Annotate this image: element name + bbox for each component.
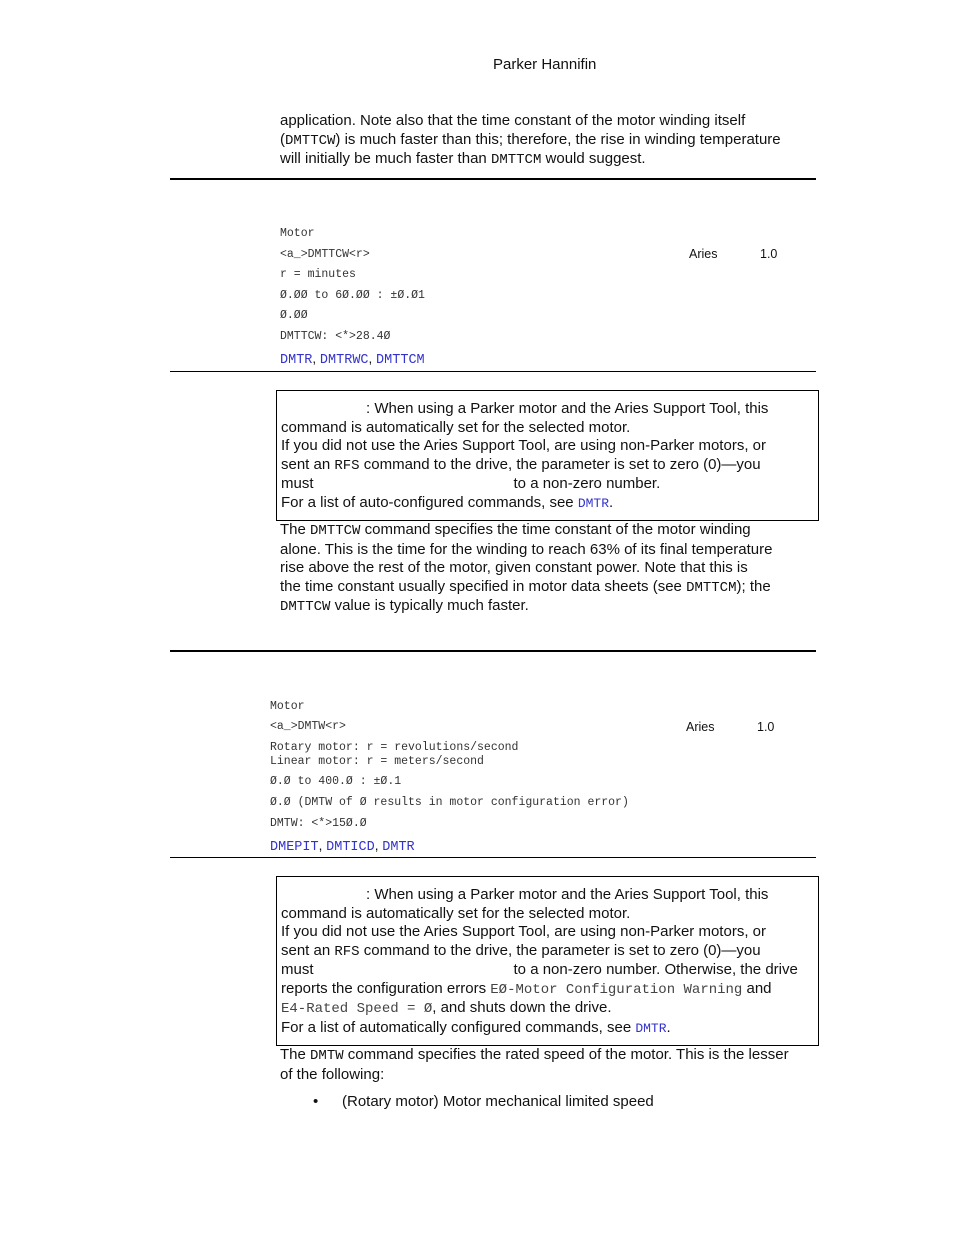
see-also-link[interactable]: DMTTCM — [376, 353, 425, 368]
description-paragraph — [280, 521, 820, 617]
section-divider — [170, 650, 816, 652]
dmtr-link[interactable]: DMTR — [635, 1020, 667, 1036]
intro-line: application. Note also that the time constant of the motor winding itself — [280, 112, 746, 129]
command-default: Ø.Ø (DMTW of Ø results in motor configuration error) — [270, 796, 629, 809]
intro-paragraph — [280, 112, 820, 170]
note-line: command is automatically set for the selected motor. — [281, 904, 631, 922]
note-box — [276, 876, 819, 1046]
command-response: DMTTCW: <*>28.4Ø — [280, 330, 391, 343]
command-units: Rotary motor: r = revolutions/second — [270, 741, 519, 754]
description-line: alone. This is the time for the winding to reach 63% of its final temperature — [280, 540, 773, 558]
section-divider — [170, 178, 816, 180]
revision-number: 1.0 — [760, 247, 778, 261]
list-item — [313, 1093, 654, 1112]
command-syntax: <a_>DMTTCW<r> — [280, 248, 370, 261]
note-line: If you did not use the Aries Support Tool, are using non-Parker motors, or — [281, 923, 766, 940]
command-type: Motor — [280, 227, 315, 240]
see-also-link[interactable]: DMEPIT — [270, 840, 319, 855]
see-also-list: DMEPIT, DMTICD, DMTR — [270, 838, 415, 855]
dmtr-link[interactable]: DMTR — [577, 495, 610, 511]
description-line: DMTTCW value is typically much faster. — [280, 597, 529, 615]
description-line: The DMTTCW command specifies the time constant of the motor winding — [280, 521, 751, 539]
intro-line: will initially be much faster than DMTTCM would suggest. — [280, 150, 646, 168]
note-line: command is automatically set for the selected motor. — [281, 418, 631, 436]
see-also-link[interactable]: DMTRWC — [319, 353, 369, 368]
note-line: must to a non-zero number. Otherwise, the drive — [281, 961, 798, 978]
section-divider — [170, 371, 816, 372]
command-range: Ø.Ø to 400.Ø : ±Ø.1 — [270, 775, 402, 788]
inline-code: DMTTCW — [310, 523, 361, 539]
inline-code: DMTTCW — [285, 132, 336, 149]
error-code: E4-Rated Speed = Ø — [281, 1001, 433, 1017]
see-also-link[interactable]: DMTR — [280, 353, 313, 368]
command-range: Ø.ØØ to 6Ø.ØØ : ±Ø.Ø1 — [280, 289, 425, 302]
inline-code: DMTTCM — [490, 152, 542, 168]
revision-number: 1.0 — [757, 720, 775, 734]
note-line: : When using a Parker motor and the Aries Support Tool, this — [366, 886, 769, 903]
list-item-text: (Rotary motor) Motor mechanical limited speed — [342, 1093, 654, 1110]
product-name: Aries — [686, 720, 715, 734]
see-also-list: DMTR, DMTRWC, DMTTCM — [280, 351, 425, 368]
inline-code: RFS — [334, 943, 360, 960]
inline-code: DMTTCM — [686, 579, 737, 596]
command-default: Ø.ØØ — [280, 309, 308, 322]
note-line: sent an RFS command to the drive, the parameter is set to zero (0)—you — [281, 455, 761, 474]
note-line: reports the configuration errors EØ-Motor Configuration Warning and — [281, 979, 772, 998]
command-units: r = minutes — [280, 268, 356, 281]
note-line: E4-Rated Speed = Ø, and shuts down the drive. — [281, 999, 612, 1017]
inline-code: DMTTCW — [280, 599, 331, 615]
note-line: For a list of automatically configured commands, see DMTR. — [281, 1018, 671, 1036]
section-divider — [170, 857, 816, 858]
description-line: rise above the rest of the motor, given constant power. Note that this is — [280, 559, 748, 576]
note-box — [276, 390, 819, 521]
page-header: Parker Hannifin — [493, 56, 597, 73]
bullet-icon: • — [313, 1093, 319, 1110]
description-paragraph — [280, 1046, 820, 1084]
command-units: Linear motor: r = meters/second — [270, 755, 484, 768]
description-line: the time constant usually specified in motor data sheets (see DMTTCM); the — [280, 577, 771, 596]
note-line: sent an RFS command to the drive, the parameter is set to zero (0)—you — [281, 941, 761, 960]
intro-line: (DMTTCW) is much faster than this; therefore, the rise in winding temperature — [280, 130, 781, 149]
command-syntax: <a_>DMTW<r> — [270, 720, 346, 733]
inline-code: DMTW — [310, 1048, 344, 1064]
product-name: Aries — [689, 247, 718, 261]
note-line: must to a non-zero number. — [281, 475, 661, 492]
description-line: of the following: — [280, 1065, 385, 1083]
error-code: EØ-Motor Configuration Warning — [490, 981, 743, 998]
see-also-link[interactable]: DMTR — [382, 840, 415, 855]
see-also-link[interactable]: DMTICD — [326, 840, 375, 855]
command-response: DMTW: <*>15Ø.Ø — [270, 817, 367, 830]
note-line: For a list of auto-configured commands, see DMTR. — [281, 493, 614, 511]
description-line: The DMTW command specifies the rated speed of the motor. This is the lesser — [280, 1046, 789, 1064]
note-line: If you did not use the Aries Support Tool, are using non-Parker motors, or — [281, 437, 766, 454]
command-type: Motor — [270, 700, 305, 713]
note-line: : When using a Parker motor and the Aries Support Tool, this — [366, 400, 769, 417]
inline-code: RFS — [334, 457, 360, 474]
